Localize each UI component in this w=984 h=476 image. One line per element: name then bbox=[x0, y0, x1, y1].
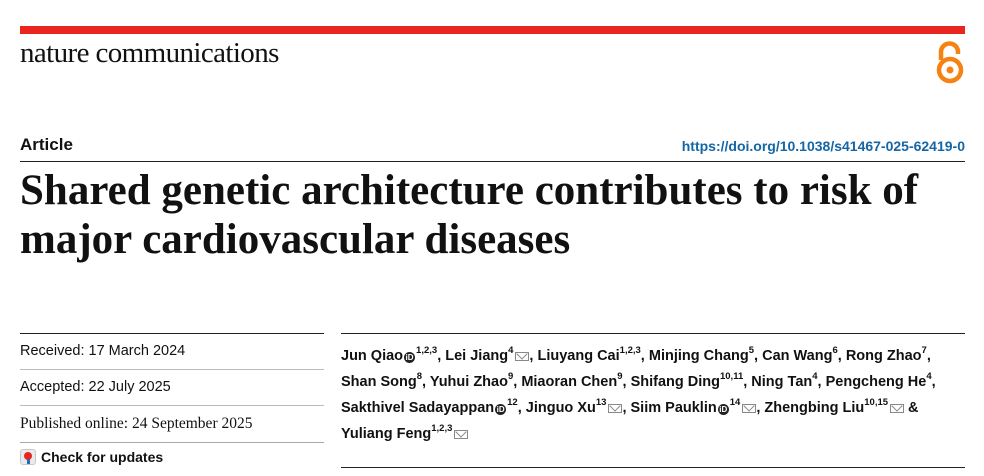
orcid-icon[interactable]: iD bbox=[719, 404, 728, 414]
journal-header-bar bbox=[20, 26, 965, 34]
author-name[interactable]: Rong Zhao bbox=[845, 347, 922, 364]
author-item bbox=[762, 345, 838, 364]
check-for-updates-button[interactable] bbox=[20, 449, 163, 465]
author-affiliation: 10,11 bbox=[719, 371, 744, 383]
dates-top-rule bbox=[20, 333, 324, 334]
author-affiliation: 1,2,3 bbox=[416, 345, 438, 356]
doi-link[interactable]: https://doi.org/10.1038/s41467-025-62419-0 bbox=[681, 138, 965, 154]
author-name[interactable]: Siim Pauklin bbox=[630, 399, 717, 416]
received-date: Received: 17 March 2024 bbox=[20, 343, 186, 359]
author-name[interactable]: Shan Song bbox=[341, 373, 417, 390]
author-item bbox=[751, 371, 818, 390]
open-access-lock-icon bbox=[934, 40, 966, 84]
dates-bottom-rule bbox=[20, 442, 324, 443]
author-affiliation: 10,15 bbox=[864, 397, 889, 409]
article-type: Article bbox=[20, 135, 73, 154]
author-item bbox=[341, 371, 423, 390]
author-name[interactable]: Lei Jiang bbox=[445, 347, 509, 364]
author-affiliation: 9 bbox=[507, 371, 514, 383]
author-name[interactable]: Zhengbing Liu bbox=[764, 399, 865, 416]
author-affiliation: 5 bbox=[748, 345, 755, 356]
accepted-date: Accepted: 22 July 2025 bbox=[20, 379, 171, 395]
author-item bbox=[630, 397, 757, 416]
article-title: Shared genetic architecture contributes to risk of major cardiovascular diseases bbox=[20, 167, 919, 263]
check-for-updates-label: Check for updates bbox=[41, 449, 164, 465]
author-item bbox=[764, 397, 904, 416]
author-name[interactable]: Sakthivel Sadayappan bbox=[341, 399, 495, 416]
author-item bbox=[525, 397, 623, 416]
author-item bbox=[341, 397, 518, 416]
author-affiliation: 1,2,3 bbox=[619, 345, 641, 356]
author-affiliation: 13 bbox=[595, 397, 607, 409]
author-name[interactable]: Yuliang Feng bbox=[341, 425, 432, 442]
author-name[interactable]: Pengcheng He bbox=[825, 373, 927, 390]
author-item bbox=[845, 345, 927, 364]
date-divider bbox=[20, 405, 324, 406]
author-affiliation: 1,2,3 bbox=[431, 423, 453, 435]
author-affiliation: 8 bbox=[416, 371, 423, 383]
author-name[interactable]: Jun Qiao bbox=[341, 347, 404, 364]
author-name[interactable]: Jinguo Xu bbox=[525, 399, 596, 416]
mail-icon[interactable] bbox=[742, 404, 756, 413]
author-name[interactable]: Ning Tan bbox=[751, 373, 813, 390]
author-item bbox=[537, 345, 641, 364]
authors-top-rule bbox=[341, 333, 965, 334]
author-list: Jun Qiao iD$^{1,2,3}$, Lei Jiang$^4$ , Liuyang Cai$^{1,2,3}$, Minjing Chang$^5$, Can Wang$^6$, Rong Zhao$^7$, Shan Song$^8$, Yuhui Zhao$^9$, Miaoran Chen$^9$, Shifang Ding$^{10,11}$, Ning Tan$^4$, Pengcheng He$^4$, Sakthivel Sadayappan $iD^{12}$, Jinguo Xu$^{13}$ , Siim Pauklin $iD^{14}$ , Zhengbing Liu$^{10,15}$ & Yuliang Feng$^{1,2,3}$ bbox=[341, 345, 936, 442]
author-name[interactable]: Minjing Chang bbox=[648, 347, 749, 364]
author-item bbox=[341, 345, 438, 364]
published-date: Published online: 24 September 2025 bbox=[20, 415, 253, 432]
crossmark-icon bbox=[20, 449, 36, 465]
orcid-icon[interactable]: iD bbox=[496, 404, 505, 414]
author-affiliation: 14 bbox=[729, 397, 741, 409]
author-name[interactable]: Yuhui Zhao bbox=[429, 373, 508, 390]
author-affiliation: 4 bbox=[926, 371, 932, 383]
title-rule bbox=[20, 161, 965, 162]
mail-icon[interactable] bbox=[890, 404, 904, 413]
orcid-icon[interactable]: iD bbox=[405, 352, 414, 362]
author-item bbox=[630, 371, 744, 390]
author-item bbox=[825, 371, 932, 390]
date-divider bbox=[20, 369, 324, 370]
mail-icon[interactable] bbox=[608, 404, 622, 413]
authors-bottom-rule bbox=[341, 467, 965, 468]
author-item bbox=[648, 345, 755, 364]
author-item bbox=[429, 371, 514, 390]
mail-icon[interactable] bbox=[454, 430, 468, 439]
author-affiliation: 7 bbox=[921, 345, 927, 356]
author-affiliation: 4 bbox=[812, 371, 818, 383]
author-affiliation: 4 bbox=[508, 345, 514, 356]
journal-name[interactable]: nature communications bbox=[20, 37, 279, 69]
author-affiliation: 6 bbox=[832, 345, 838, 356]
author-affiliation: 9 bbox=[617, 371, 623, 383]
author-item bbox=[445, 345, 529, 364]
author-name[interactable]: Miaoran Chen bbox=[521, 373, 618, 390]
author-item bbox=[521, 371, 623, 390]
mail-icon[interactable] bbox=[515, 352, 529, 361]
author-item bbox=[341, 423, 468, 442]
author-affiliation: 12 bbox=[507, 397, 518, 409]
author-name[interactable]: Can Wang bbox=[762, 347, 833, 364]
author-name[interactable]: Shifang Ding bbox=[630, 373, 720, 390]
author-name[interactable]: Liuyang Cai bbox=[537, 347, 620, 364]
